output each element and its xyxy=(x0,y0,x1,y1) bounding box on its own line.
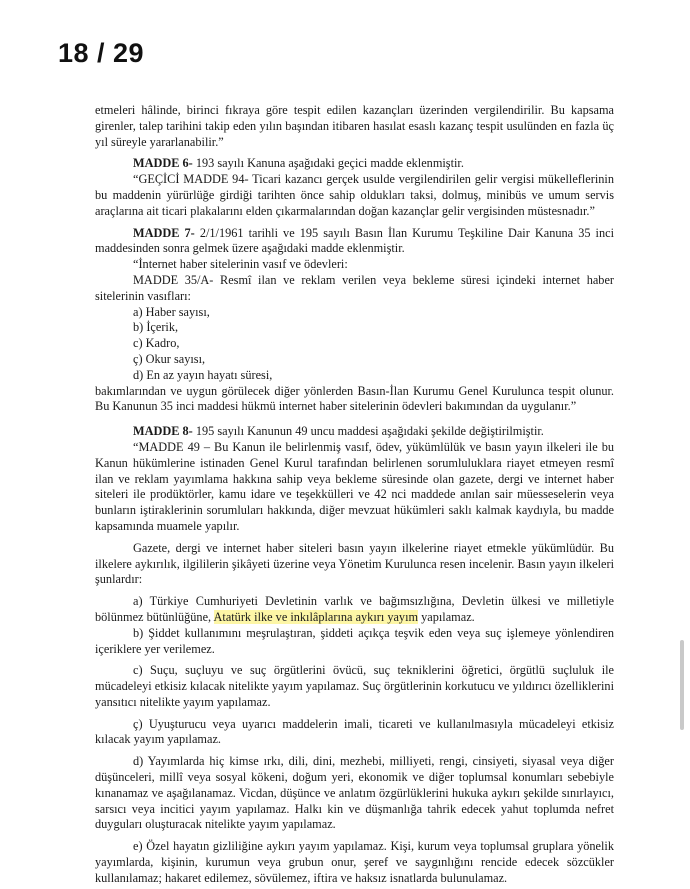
list-item: a) Haber sayısı, xyxy=(133,304,210,319)
principle-b: b) Şiddet kullanımını meşrulaştıran, şiddeti açıkça teşvik eden veya suç işlemeye yönlendiren içeriklere yer verilemez. xyxy=(95,625,614,656)
document-body xyxy=(95,103,614,887)
scrollbar-thumb[interactable] xyxy=(680,640,684,730)
highlighted-text: Atatürk ilke ve inkılâplarına aykırı yayım xyxy=(213,609,419,624)
article-8-text: 195 sayılı Kanunun 49 uncu maddesi aşağıdaki şekilde değiştirilmiştir. xyxy=(192,424,544,439)
article-8-quote: “MADDE 49 – Bu Kanun ile belirlenmiş vasıf, ödev, yükümlülük ve basın yayın ilkeleri ile bu Kanun hükümlerine istinaden Genel Kurul tarafından belirlenen sorumluluklara riayet etmeyen resmî ilan ve reklam yayımlama hakkına sahip veya bekleme süresinde olan gazete, dergi ve internet haber siteleri ile prodüktörler, kamu idare ve teşekkülleri ve 42 nci maddede anılan sair müesseselerin veya bunların iştiraklerinin sorumluları hakkında, diğer mevzuat hükümleri saklı kalmak kaydıyla, bu madde kapsamında muamele yapılır. xyxy=(95,439,614,533)
principle-a-text: a) Türkiye Cumhuriyeti Devletinin varlık ve bağımsızlığına, Devletin ülkesi ve milletiyle bölünmez bütünlüğüne, xyxy=(95,594,614,624)
article-7-heading xyxy=(95,226,614,258)
article-7-text: 2/1/1961 tarihli ve 195 sayılı Basın İlan Kurumu Teşkiline Dair Kanuna 35 inci maddesinden sonra gelmek üzere aşağıdaki madde eklenmiştir. xyxy=(95,225,614,256)
article-8-principles-intro: Gazete, dergi ve internet haber siteleri basın yayın ilkelerine riayet etmekle yükümlüdür. Bu ilkelere aykırılık, ilgililerin şikâyeti üzerine veya Yönetim Kurulunca resen incelenir. Basın yayın ilkeleri şunlardır: xyxy=(95,540,614,587)
list-item: ç) Okur sayısı, xyxy=(133,351,206,366)
list-item: b) İçerik, xyxy=(133,320,179,335)
principle-c: c) Suçu, suçluyu ve suç örgütlerini övücü, suç tekniklerini öğretici, örgütlü suçluluk ile mücadeleyi etkisiz kılacak nitelikte yayım yapılamaz. Suç örgütlerinin korkutucu ve yıldırıcı özelliklerini yansıtıcı nitelikte yayım yapılamaz. xyxy=(95,663,614,709)
article-6-label: MADDE 6- xyxy=(133,156,193,171)
article-6-heading xyxy=(95,156,614,172)
article-8-label: MADDE 8- xyxy=(133,424,193,439)
article-6-text: 193 sayılı Kanuna aşağıdaki geçici madde eklenmiştir. xyxy=(192,156,464,171)
principle-cc: ç) Uyuşturucu veya uyarıcı maddelerin imali, ticareti ve kullanılmasıyla mücadeleyi etkisiz kılacak yayım yapılamaz. xyxy=(95,716,614,747)
article-8-heading xyxy=(95,424,614,440)
article-7-quote-body: MADDE 35/A- Resmî ilan ve reklam verilen veya bekleme süresi içindeki internet haber sitelerinin vasıfları: xyxy=(95,272,614,303)
article-7-label: MADDE 7- xyxy=(133,225,195,240)
article-7-quote-title: “İnternet haber sitelerinin vasıf ve ödevleri: xyxy=(133,257,348,272)
paragraph-continuation: etmeleri hâlinde, birinci fıkraya göre tespit edilen kazançları üzerinden vergilendirilir. Bu kapsama girenler, talep tarihini takip eden yılın başından itibaren hasılat esaslı kazanç tespit usulünden en fazla üç yıl süreyle yararlanabilir.” xyxy=(95,103,614,149)
principle-a xyxy=(95,594,614,626)
principle-a-end: yapılamaz. xyxy=(418,609,475,624)
list-item: c) Kadro, xyxy=(133,336,180,351)
principle-e: e) Özel hayatın gizliliğine aykırı yayım yapılamaz. Kişi, kurum veya toplumsal gruplara yönelik yayımlarda, kişinin, kurumun veya grubun onur, şeref ve saygınlığını rencide edecek sözcükler kullanılamaz; hakaret edilemez, sövülemez, iftira ve haksız isnatlarda bulunulamaz. xyxy=(95,839,614,885)
article-7-quote-end: bakımlarından ve uygun görülecek diğer yönlerden Basın-İlan Kurumu Genel Kurulunca tespit olunur. Bu Kanunun 35 inci maddesi hükmü internet haber sitelerinin ödevleri bakımından da uygulanır.” xyxy=(95,383,614,414)
page-counter: 18 / 29 xyxy=(58,38,145,68)
article-6-quote: “GEÇİCİ MADDE 94- Ticari kazancı gerçek usulde vergilendirilen gelir vergisi mükelleflerinin bu maddenin yürürlüğe girdiği tarihten önce sahip oldukları taksi, dolmuş, minibüs ve umum servis araçlarına ait ticari plakalarını elden çıkarmalarından doğan kazançlar gelir vergisinden müstesnadır.” xyxy=(95,172,614,218)
list-item: d) En az yayın hayatı süresi, xyxy=(133,367,273,382)
principle-d: d) Yayımlarda hiç kimse ırkı, dili, dini, mezhebi, milliyeti, rengi, cinsiyeti, siyasal veya diğer düşünceleri, millî veya sosyal kökeni, doğum yeri, ekonomik ve diğer toplumsal konumları sebebiyle kınanamaz ve aşağılanamaz. Vicdan, düşünce ve anlatım özgürlüklerini hukuka aykırı şekilde sınırlayıcı, sarsıcı veya incitici yayım yapılamaz. Halkı kin ve düşmanlığa tahrik edecek yahut toplumda nefret duyguları oluşturacak nitelikte yayım yapılamaz. xyxy=(95,754,614,832)
